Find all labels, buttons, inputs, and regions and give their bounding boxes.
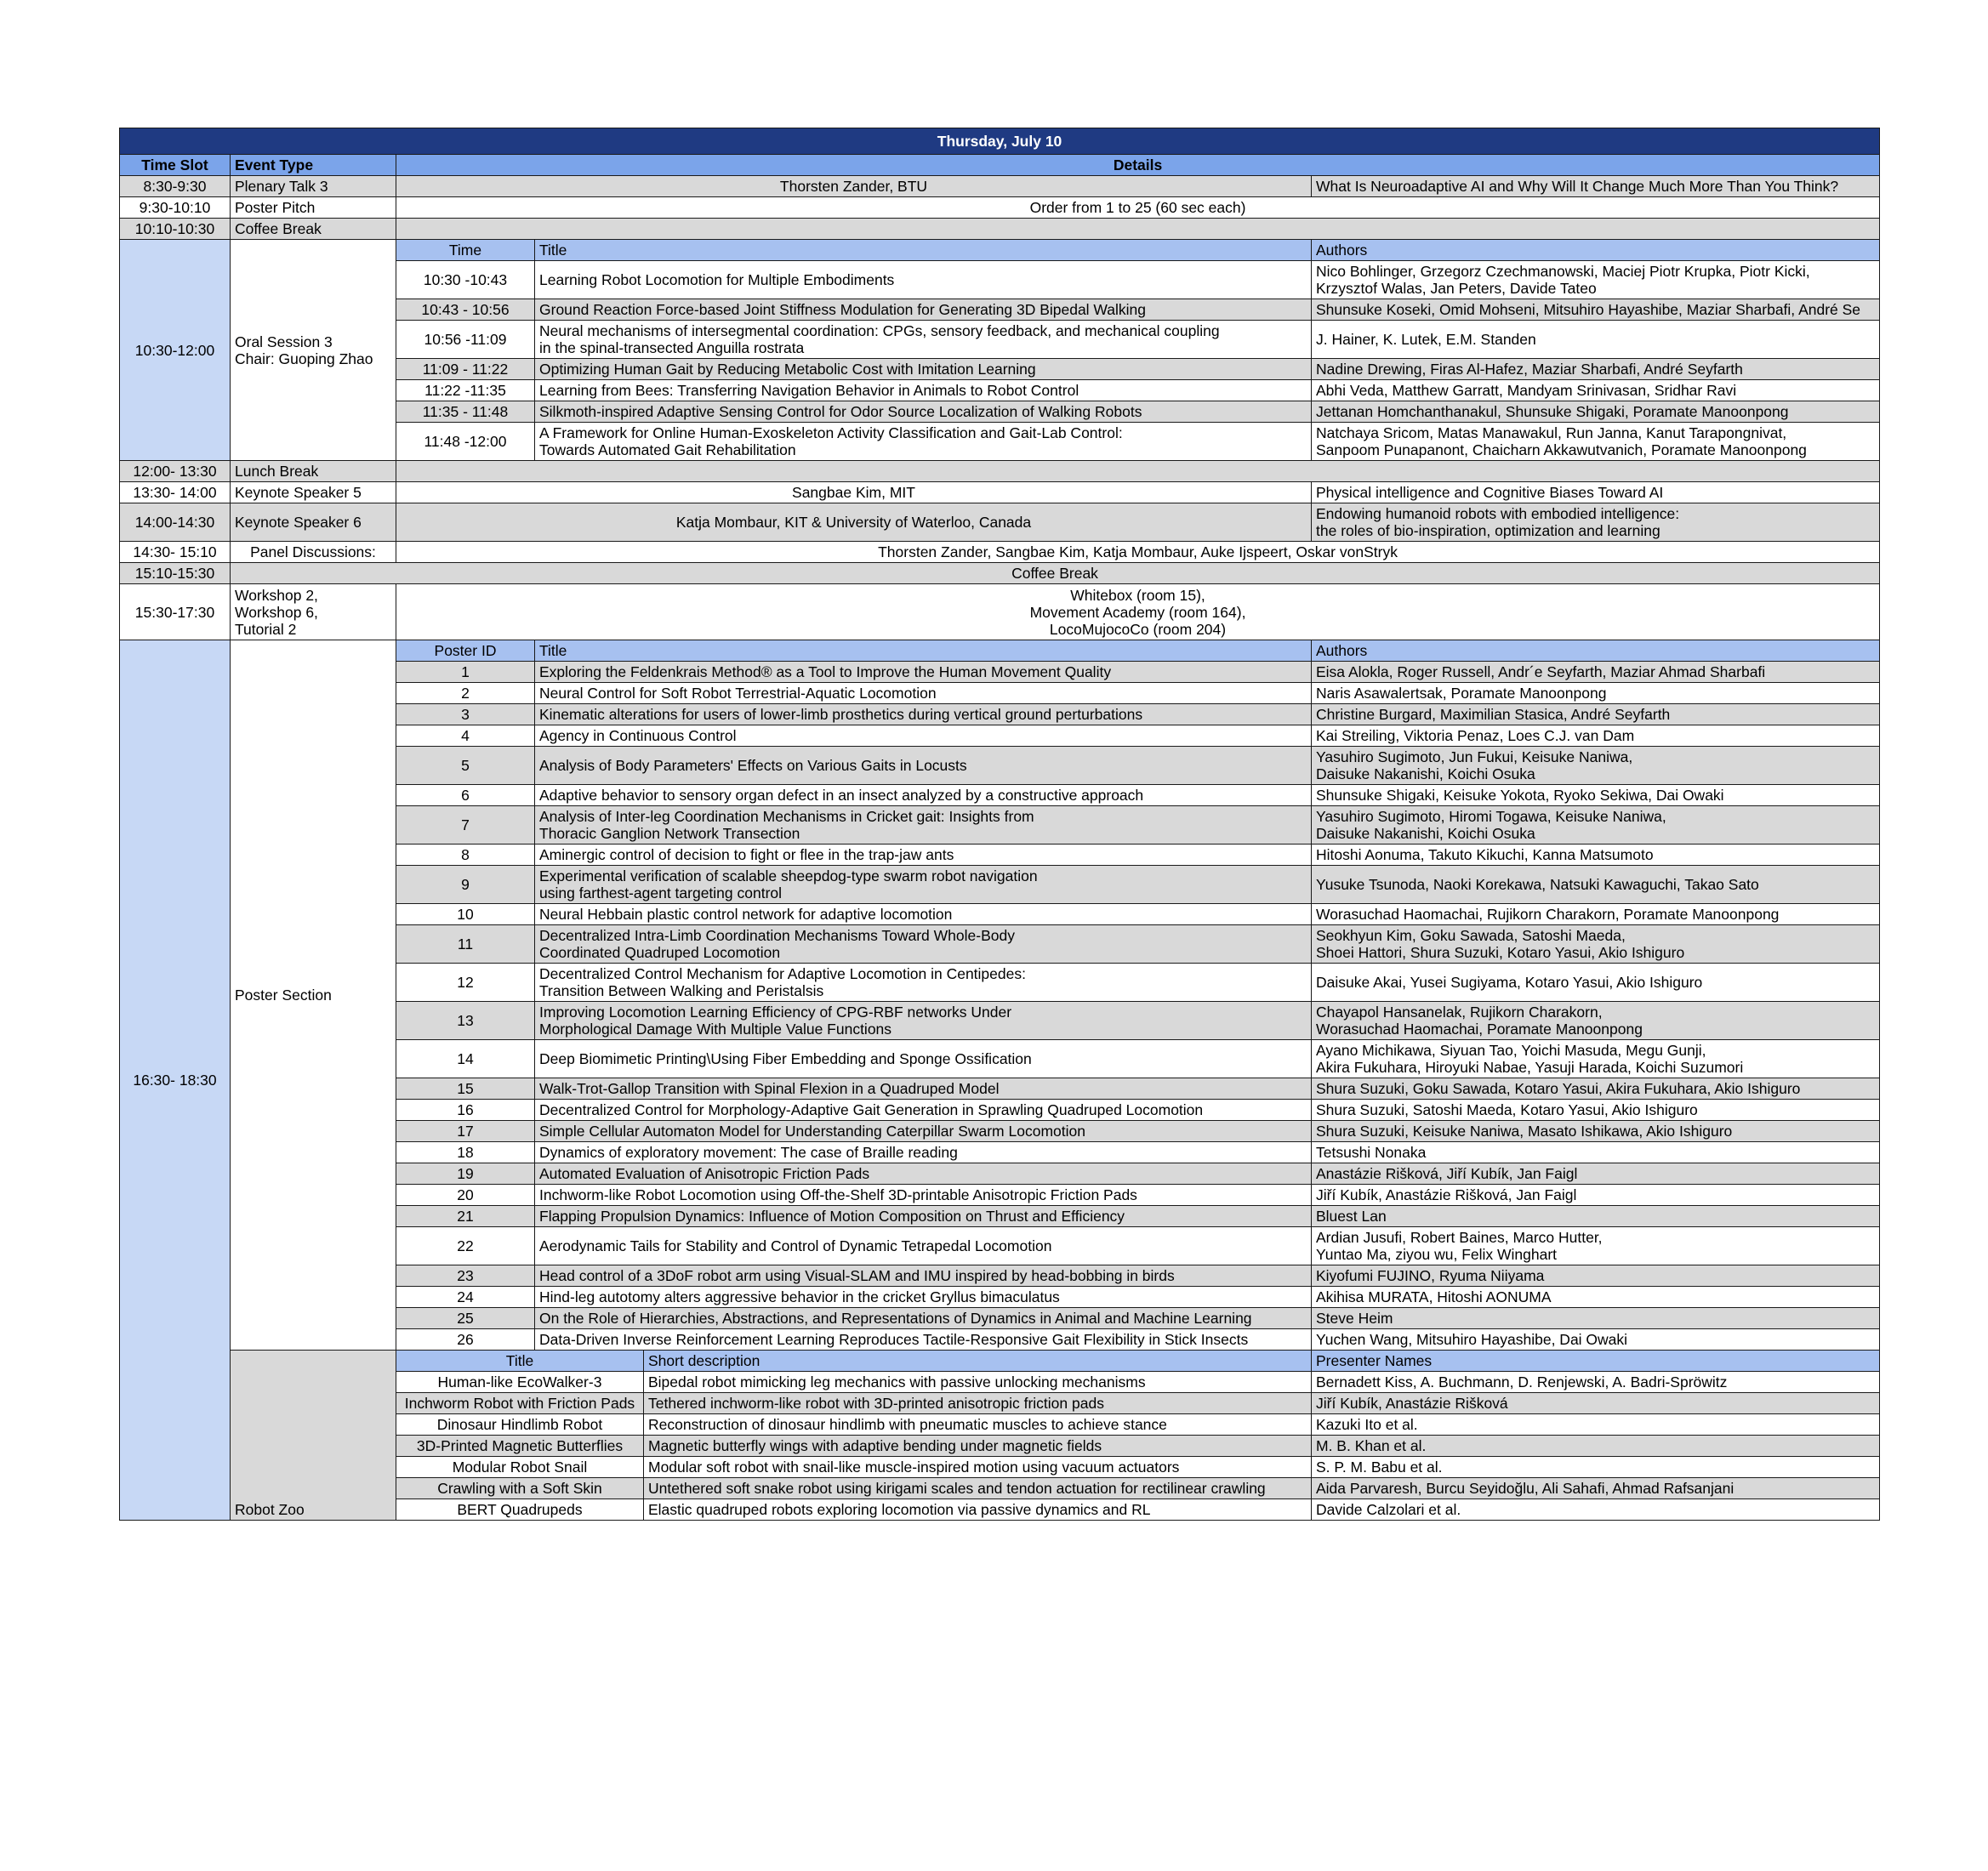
talk-time-cell: 10:56 -11:09	[396, 321, 535, 359]
text-line: Whitebox (room 15),	[1070, 586, 1205, 604]
poster-id-cell: 8	[396, 845, 535, 866]
keynote-5-row	[120, 482, 1880, 503]
text-line: Christine Burgard, Maximilian Stasica, André Seyfarth	[1316, 706, 1671, 723]
zoo-col-presenters: Presenter Names	[1312, 1351, 1880, 1372]
text-line: Workshop 2,	[235, 586, 318, 604]
poster-title-cell	[535, 1100, 1312, 1121]
poster-authors-cell	[1312, 806, 1880, 845]
text-line: Decentralized Control Mechanism for Adaptive Locomotion in Centipedes:	[539, 965, 1026, 982]
zoo-title-cell: Human-like EcoWalker-3	[396, 1372, 644, 1393]
time-cell: 15:10-15:30	[120, 563, 231, 584]
text-line: Hind-leg autotomy alters aggressive behavior in the cricket Gryllus bimaculatus	[539, 1288, 1060, 1305]
time-cell: 10:10-10:30	[120, 219, 231, 240]
coffee-break-row	[120, 219, 1880, 240]
text-line: Shura Suzuki, Keisuke Naniwa, Masato Ishikawa, Akio Ishiguro	[1316, 1123, 1733, 1140]
text-line: Adaptive behavior to sensory organ defect in an insect analyzed by a constructive approach	[539, 787, 1144, 804]
text-line: Shura Suzuki, Goku Sawada, Kotaro Yasui, Akira Fukuhara, Akio Ishiguro	[1316, 1080, 1801, 1097]
poster-authors-cell	[1312, 785, 1880, 806]
text-line: Coordinated Quadruped Locomotion	[539, 944, 781, 961]
text-line: Decentralized Intra-Limb Coordination Mechanisms Toward Whole-Body	[539, 927, 1015, 944]
zoo-title-cell: Inchworm Robot with Friction Pads	[396, 1393, 644, 1414]
zoo-desc-cell: Modular soft robot with snail-like muscle-inspired motion using vacuum actuators	[644, 1457, 1312, 1478]
zoo-event-type-cell: Robot Zoo	[231, 1351, 396, 1521]
time-cell: 12:00- 13:30	[120, 461, 231, 482]
panel-row	[120, 542, 1880, 563]
text-line: Krzysztof Walas, Jan Peters, Davide Tateo	[1316, 280, 1597, 297]
zoo-presenters-cell: Aida Parvaresh, Burcu Seyidoğlu, Ali Sahafi, Ahmad Rafsanjani	[1312, 1478, 1880, 1499]
time-cell: 15:30-17:30	[120, 584, 231, 640]
poster-title-cell	[535, 704, 1312, 725]
poster-id-cell: 21	[396, 1206, 535, 1227]
zoo-header-row	[120, 1351, 1880, 1372]
talk-authors-cell	[1312, 380, 1880, 401]
poster-title-cell	[535, 662, 1312, 683]
text-line: Head control of a 3DoF robot arm using Visual-SLAM and IMU inspired by head-bobbing in birds	[539, 1267, 1175, 1284]
text-line: Aminergic control of decision to fight or flee in the trap-jaw ants	[539, 846, 954, 863]
text-line: Decentralized Control for Morphology-Adaptive Gait Generation in Sprawling Quadruped Locomotion	[539, 1101, 1204, 1118]
talk-time-cell: 10:43 - 10:56	[396, 299, 535, 321]
time-cell: 8:30-9:30	[120, 176, 231, 197]
text-line: Towards Automated Gait Rehabilitation	[539, 441, 796, 458]
talk-authors-cell	[1312, 401, 1880, 423]
talk-title-cell	[535, 321, 1312, 359]
zoo-title-cell: Modular Robot Snail	[396, 1457, 644, 1478]
poster-title-cell	[535, 1206, 1312, 1227]
text-line: Yuchen Wang, Mitsuhiro Hayashibe, Dai Owaki	[1316, 1331, 1628, 1348]
poster-id-cell: 20	[396, 1185, 535, 1206]
poster-id-cell: 15	[396, 1078, 535, 1100]
lunch-break-row	[120, 461, 1880, 482]
poster-id-cell: 6	[396, 785, 535, 806]
zoo-title-cell: Crawling with a Soft Skin	[396, 1478, 644, 1499]
poster-id-cell: 14	[396, 1040, 535, 1078]
text-line: Jiří Kubík, Anastázie Rišková, Jan Faigl	[1316, 1186, 1577, 1203]
text-line: Physical intelligence and Cognitive Biases Toward AI	[1316, 484, 1664, 501]
poster-title-cell	[535, 1002, 1312, 1040]
text-line: Improving Locomotion Learning Efficiency of CPG-RBF networks Under	[539, 1004, 1012, 1021]
poster-authors-cell	[1312, 1206, 1880, 1227]
poster-id-cell: 12	[396, 964, 535, 1002]
poster-title-cell	[535, 866, 1312, 904]
coffee-break-row	[120, 563, 1880, 584]
plenary-row	[120, 176, 1880, 197]
text-line: Automated Evaluation of Anisotropic Friction Pads	[539, 1165, 870, 1182]
oral-time-cell: 10:30-12:00	[120, 240, 231, 461]
poster-title-cell	[535, 1163, 1312, 1185]
text-line: Shunsuke Koseki, Omid Mohseni, Mitsuhiro Hayashibe, Maziar Sharbafi, André Se	[1316, 301, 1861, 318]
text-line: Agency in Continuous Control	[539, 727, 737, 744]
text-line: Shura Suzuki, Satoshi Maeda, Kotaro Yasui, Akio Ishiguro	[1316, 1101, 1698, 1118]
speaker-cell: Katja Mombaur, KIT & University of Waterloo, Canada	[396, 503, 1312, 542]
empty-cell	[396, 461, 1880, 482]
text-line: Kiyofumi FUJINO, Ryuma Niiyama	[1316, 1267, 1545, 1284]
talk-time-cell: 11:09 - 11:22	[396, 359, 535, 380]
text-line: Shunsuke Shigaki, Keisuke Yokota, Ryoko Sekiwa, Dai Owaki	[1316, 787, 1724, 804]
text-line: Nico Bohlinger, Grzegorz Czechmanowski, Maciej Piotr Krupka, Piotr Kicki,	[1316, 263, 1810, 280]
text-line: Eisa Alokla, Roger Russell, Andr´e Seyfarth, Maziar Ahmad Sharbafi	[1316, 663, 1766, 680]
poster-title-cell	[535, 1287, 1312, 1308]
poster-title-cell	[535, 964, 1312, 1002]
poster-title-cell	[535, 1142, 1312, 1163]
poster-title-cell	[535, 1078, 1312, 1100]
poster-authors-cell	[1312, 704, 1880, 725]
zoo-presenters-cell: S. P. M. Babu et al.	[1312, 1457, 1880, 1478]
poster-authors-cell	[1312, 1040, 1880, 1078]
event-type-cell: Lunch Break	[231, 461, 396, 482]
poster-id-cell: 16	[396, 1100, 535, 1121]
text-line: Workshop 6,	[235, 603, 318, 621]
text-line: Bluest Lan	[1316, 1208, 1387, 1225]
text-line: Neural mechanisms of intersegmental coordination: CPGs, sensory feedback, and mechanical coupling	[539, 322, 1220, 339]
zoo-title-cell: BERT Quadrupeds	[396, 1499, 644, 1521]
zoo-presenters-cell: Davide Calzolari et al.	[1312, 1499, 1880, 1521]
text-line: Jettanan Homchanthanakul, Shunsuke Shigaki, Poramate Manoonpong	[1316, 403, 1789, 420]
zoo-desc-cell: Bipedal robot mimicking leg mechanics with passive unlocking mechanisms	[644, 1372, 1312, 1393]
zoo-presenters-cell: Jiří Kubík, Anastázie Rišková	[1312, 1393, 1880, 1414]
zoo-presenters-cell: Bernadett Kiss, A. Buchmann, D. Renjewski, A. Badri-Spröwitz	[1312, 1372, 1880, 1393]
text-line: Sanpoom Punapanont, Chaicharn Akkawutvanich, Poramate Manoonpong	[1316, 441, 1807, 458]
text-line: Chayapol Hansanelak, Rujikorn Charakorn,	[1316, 1004, 1603, 1021]
text-line: Daisuke Nakanishi, Koichi Osuka	[1316, 825, 1535, 842]
poster-id-cell: 18	[396, 1142, 535, 1163]
poster-title-cell	[535, 1185, 1312, 1206]
text-line: Ayano Michikawa, Siyuan Tao, Yoichi Masuda, Megu Gunji,	[1316, 1042, 1706, 1059]
talk-title-cell	[535, 401, 1312, 423]
talk-time-cell: 11:22 -11:35	[396, 380, 535, 401]
zoo-desc-cell: Reconstruction of dinosaur hindlimb with pneumatic muscles to achieve stance	[644, 1414, 1312, 1436]
text-line: Silkmoth-inspired Adaptive Sensing Control for Odor Source Localization of Walking Robots	[539, 403, 1142, 420]
poster-title-cell	[535, 1040, 1312, 1078]
talk-time-cell: 11:48 -12:00	[396, 423, 535, 461]
text-line: Transition Between Walking and Peristalsis	[539, 982, 824, 999]
poster-col-authors: Authors	[1312, 640, 1880, 662]
text-line: Flapping Propulsion Dynamics: Influence of Motion Composition on Thrust and Efficiency	[539, 1208, 1125, 1225]
text-line: Yuntao Ma, ziyou wu, Felix Winghart	[1316, 1246, 1558, 1263]
detail-cell: Order from 1 to 25 (60 sec each)	[396, 197, 1880, 219]
poster-authors-cell	[1312, 845, 1880, 866]
zoo-desc-cell: Tethered inchworm-like robot with 3D-printed anisotropic friction pads	[644, 1393, 1312, 1414]
text-line: Data-Driven Inverse Reinforcement Learning Reproduces Tactile-Responsive Gait Flexibility in Stick Insects	[539, 1331, 1249, 1348]
text-line: Ground Reaction Force-based Joint Stiffness Modulation for Generating 3D Bipedal Walking	[539, 301, 1147, 318]
text-line: A Framework for Online Human-Exoskeleton Activity Classification and Gait-Lab Control:	[539, 424, 1123, 441]
text-line: using farthest-agent targeting control	[539, 884, 783, 901]
poster-title-cell	[535, 904, 1312, 925]
poster-id-cell: 7	[396, 806, 535, 845]
oral-header-row	[120, 240, 1880, 261]
talk-authors-cell	[1312, 359, 1880, 380]
text-line: Akihisa MURATA, Hitoshi AONUMA	[1316, 1288, 1552, 1305]
detail-cell: Thorsten Zander, Sangbae Kim, Katja Mombaur, Auke Ijspeert, Oskar vonStryk	[396, 542, 1880, 563]
poster-authors-cell	[1312, 1100, 1880, 1121]
text-line: Worasuchad Haomachai, Poramate Manoonpong	[1316, 1021, 1643, 1038]
talk-title-cell	[1312, 482, 1880, 503]
poster-authors-cell	[1312, 747, 1880, 785]
detail-cell: Coffee Break	[231, 563, 1880, 584]
text-line: Steve Heim	[1316, 1310, 1393, 1327]
oral-session-label: Oral Session 3	[235, 333, 333, 350]
zoo-presenters-cell: Kazuki Ito et al.	[1312, 1414, 1880, 1436]
poster-id-cell: 26	[396, 1329, 535, 1351]
text-line: Aerodynamic Tails for Stability and Control of Dynamic Tetrapedal Locomotion	[539, 1237, 1052, 1254]
poster-title-cell	[535, 1265, 1312, 1287]
event-type-cell: Keynote Speaker 6	[231, 503, 396, 542]
poster-authors-cell	[1312, 1287, 1880, 1308]
text-line: Endowing humanoid robots with embodied intelligence:	[1316, 505, 1680, 522]
text-line: Analysis of Inter-leg Coordination Mechanisms in Cricket gait: Insights from	[539, 808, 1034, 825]
poster-id-cell: 11	[396, 925, 535, 964]
poster-id-cell: 25	[396, 1308, 535, 1329]
poster-title-cell	[535, 683, 1312, 704]
talk-title-cell	[535, 423, 1312, 461]
text-line: Simple Cellular Automaton Model for Understanding Caterpillar Swarm Locomotion	[539, 1123, 1085, 1140]
poster-authors-cell	[1312, 1308, 1880, 1329]
text-line: Tetsushi Nonaka	[1316, 1144, 1427, 1161]
talk-title-cell	[535, 359, 1312, 380]
poster-title-cell	[535, 845, 1312, 866]
event-type-cell: Keynote Speaker 5	[231, 482, 396, 503]
zoo-col-title: Title	[396, 1351, 644, 1372]
poster-title-cell	[535, 1121, 1312, 1142]
oral-chair-label: Chair: Guoping Zhao	[235, 350, 373, 367]
zoo-desc-cell: Magnetic butterfly wings with adaptive bending under magnetic fields	[644, 1436, 1312, 1457]
zoo-title-cell: 3D-Printed Magnetic Butterflies	[396, 1436, 644, 1457]
talk-authors-cell	[1312, 299, 1880, 321]
header-details: Details	[396, 155, 1880, 176]
text-line: Dynamics of exploratory movement: The case of Braille reading	[539, 1144, 958, 1161]
text-line: the roles of bio-inspiration, optimization and learning	[1316, 522, 1660, 539]
poster-authors-cell	[1312, 964, 1880, 1002]
poster-title-cell	[535, 1227, 1312, 1265]
text-line: Analysis of Body Parameters' Effects on Various Gaits in Locusts	[539, 757, 967, 774]
poster-pitch-row	[120, 197, 1880, 219]
event-type-cell: Plenary Talk 3	[231, 176, 396, 197]
event-type-cell: Poster Pitch	[231, 197, 396, 219]
text-line: Shoei Hattori, Shura Suzuki, Kotaro Yasui, Akio Ishiguro	[1316, 944, 1685, 961]
poster-authors-cell	[1312, 683, 1880, 704]
text-line: Deep Biomimetic Printing\Using Fiber Embedding and Sponge Ossification	[539, 1050, 1032, 1067]
text-line: J. Hainer, K. Lutek, E.M. Standen	[1316, 331, 1536, 348]
speaker-cell: Sangbae Kim, MIT	[396, 482, 1312, 503]
text-line: Learning from Bees: Transferring Navigation Behavior in Animals to Robot Control	[539, 382, 1079, 399]
time-cell: 9:30-10:10	[120, 197, 231, 219]
talk-title-cell	[1312, 503, 1880, 542]
poster-id-cell: 10	[396, 904, 535, 925]
poster-id-cell: 23	[396, 1265, 535, 1287]
text-line: Morphological Damage With Multiple Value Functions	[539, 1021, 892, 1038]
poster-id-cell: 24	[396, 1287, 535, 1308]
time-cell: 14:30- 15:10	[120, 542, 231, 563]
poster-id-cell: 13	[396, 1002, 535, 1040]
poster-authors-cell	[1312, 925, 1880, 964]
text-line: Tutorial 2	[235, 620, 297, 638]
zoo-col-desc: Short description	[644, 1351, 1312, 1372]
poster-title-cell	[535, 806, 1312, 845]
poster-time-cell: 16:30- 18:30	[120, 640, 231, 1521]
time-cell: 13:30- 14:00	[120, 482, 231, 503]
zoo-desc-cell: Elastic quadruped robots exploring locomotion via passive dynamics and RL	[644, 1499, 1312, 1521]
text-line: Daisuke Nakanishi, Koichi Osuka	[1316, 765, 1535, 782]
speaker-cell: Thorsten Zander, BTU	[396, 176, 1312, 197]
poster-authors-cell	[1312, 1078, 1880, 1100]
text-line: Yusuke Tsunoda, Naoki Korekawa, Natsuki Kawaguchi, Takao Sato	[1316, 876, 1759, 893]
text-line: Natchaya Sricom, Matas Manawakul, Run Janna, Kanut Tarapongnivat,	[1316, 424, 1787, 441]
oral-col-authors: Authors	[1312, 240, 1880, 261]
event-type-cell: Coffee Break	[231, 219, 396, 240]
text-line: Abhi Veda, Matthew Garratt, Mandyam Srinivasan, Sridhar Ravi	[1316, 382, 1737, 399]
text-line: Worasuchad Haomachai, Rujikorn Charakorn, Poramate Manoonpong	[1316, 906, 1780, 923]
talk-authors-cell	[1312, 321, 1880, 359]
zoo-presenters-cell: M. B. Khan et al.	[1312, 1436, 1880, 1457]
talk-title-cell: What Is Neuroadaptive AI and Why Will It Change Much More Than You Think?	[1312, 176, 1880, 197]
poster-title-cell	[535, 1329, 1312, 1351]
oral-col-time: Time	[396, 240, 535, 261]
text-line: Kai Streiling, Viktoria Penaz, Loes C.J. van Dam	[1316, 727, 1635, 744]
poster-title-cell	[535, 925, 1312, 964]
poster-id-cell: 22	[396, 1227, 535, 1265]
talk-title-cell	[535, 380, 1312, 401]
text-line: in the spinal-transected Anguilla rostrata	[539, 339, 805, 356]
poster-title-cell	[535, 1308, 1312, 1329]
poster-header-row	[120, 640, 1880, 662]
poster-id-cell: 17	[396, 1121, 535, 1142]
poster-id-cell: 3	[396, 704, 535, 725]
poster-title-cell	[535, 725, 1312, 747]
workshop-row	[120, 584, 1880, 640]
poster-id-cell: 9	[396, 866, 535, 904]
poster-id-cell: 19	[396, 1163, 535, 1185]
poster-authors-cell	[1312, 1142, 1880, 1163]
text-line: Yasuhiro Sugimoto, Jun Fukui, Keisuke Naniwa,	[1316, 748, 1633, 765]
event-type-cell: Panel Discussions:	[231, 542, 396, 563]
day-title: Thursday, July 10	[120, 128, 1880, 155]
poster-authors-cell	[1312, 866, 1880, 904]
event-type-cell	[231, 584, 396, 640]
text-line: Exploring the Feldenkrais Method® as a Tool to Improve the Human Movement Quality	[539, 663, 1112, 680]
talk-authors-cell	[1312, 261, 1880, 299]
text-line: Experimental verification of scalable sheepdog-type swarm robot navigation	[539, 867, 1038, 884]
talk-time-cell: 10:30 -10:43	[396, 261, 535, 299]
poster-authors-cell	[1312, 1002, 1880, 1040]
talk-title-cell	[535, 299, 1312, 321]
poster-id-cell: 5	[396, 747, 535, 785]
text-line: Yasuhiro Sugimoto, Hiromi Togawa, Keisuke Naniwa,	[1316, 808, 1666, 825]
empty-cell	[396, 219, 1880, 240]
poster-id-cell: 2	[396, 683, 535, 704]
text-line: Neural Hebbain plastic control network for adaptive locomotion	[539, 906, 953, 923]
time-cell: 14:00-14:30	[120, 503, 231, 542]
text-line: Thoracic Ganglion Network Transection	[539, 825, 800, 842]
poster-col-title: Title	[535, 640, 1312, 662]
text-line: Kinematic alterations for users of lower-limb prosthetics during vertical ground perturbations	[539, 706, 1143, 723]
text-line: Learning Robot Locomotion for Multiple Embodiments	[539, 271, 895, 288]
text-line: Seokhyun Kim, Goku Sawada, Satoshi Maeda,	[1316, 927, 1626, 944]
detail-cell	[396, 584, 1880, 640]
talk-title-cell	[535, 261, 1312, 299]
text-line: Neural Control for Soft Robot Terrestrial-Aquatic Locomotion	[539, 685, 937, 702]
text-line: Akira Fukuhara, Hiroyuki Nabae, Yasuji Harada, Koichi Suzumori	[1316, 1059, 1744, 1076]
poster-authors-cell	[1312, 725, 1880, 747]
zoo-desc-cell: Untethered soft snake robot using kirigami scales and tendon actuation for rectilinear crawling	[644, 1478, 1312, 1499]
poster-authors-cell	[1312, 1265, 1880, 1287]
text-line: Movement Academy (room 164),	[1029, 603, 1246, 621]
poster-authors-cell	[1312, 1329, 1880, 1351]
talk-time-cell: 11:35 - 11:48	[396, 401, 535, 423]
poster-authors-cell	[1312, 904, 1880, 925]
text-line: Inchworm-like Robot Locomotion using Off-the-Shelf 3D-printable Anisotropic Friction Pads	[539, 1186, 1137, 1203]
text-line: Nadine Drewing, Firas Al-Hafez, Maziar Sharbafi, André Seyfarth	[1316, 361, 1743, 378]
header-time-slot: Time Slot	[120, 155, 231, 176]
keynote-6-row	[120, 503, 1880, 542]
zoo-title-cell: Dinosaur Hindlimb Robot	[396, 1414, 644, 1436]
talk-authors-cell	[1312, 423, 1880, 461]
text-line: Anastázie Rišková, Jiří Kubík, Jan Faigl	[1316, 1165, 1578, 1182]
poster-authors-cell	[1312, 1163, 1880, 1185]
oral-col-title: Title	[535, 240, 1312, 261]
text-line: Optimizing Human Gait by Reducing Metabolic Cost with Imitation Learning	[539, 361, 1036, 378]
schedule-table	[119, 128, 1880, 1521]
text-line: Naris Asawalertsak, Poramate Manoonpong	[1316, 685, 1607, 702]
poster-authors-cell	[1312, 662, 1880, 683]
poster-authors-cell	[1312, 1121, 1880, 1142]
text-line: LocoMujocoCo (room 204)	[1049, 620, 1227, 638]
oral-event-type-cell	[231, 240, 396, 461]
poster-title-cell	[535, 747, 1312, 785]
text-line: On the Role of Hierarchies, Abstractions, and Representations of Dynamics in Animal and Machine Learning	[539, 1310, 1252, 1327]
text-line: Ardian Jusufi, Robert Baines, Marco Hutter,	[1316, 1229, 1603, 1246]
poster-col-id: Poster ID	[396, 640, 535, 662]
poster-id-cell: 4	[396, 725, 535, 747]
text-line: Walk-Trot-Gallop Transition with Spinal Flexion in a Quadruped Model	[539, 1080, 1000, 1097]
header-event-type: Event Type	[231, 155, 396, 176]
poster-authors-cell	[1312, 1185, 1880, 1206]
text-line: Daisuke Akai, Yusei Sugiyama, Kotaro Yasui, Akio Ishiguro	[1316, 974, 1703, 991]
poster-authors-cell	[1312, 1227, 1880, 1265]
poster-title-cell	[535, 785, 1312, 806]
poster-id-cell: 1	[396, 662, 535, 683]
poster-event-type-cell: Poster Section	[231, 640, 396, 1351]
text-line: Hitoshi Aonuma, Takuto Kikuchi, Kanna Matsumoto	[1316, 846, 1654, 863]
